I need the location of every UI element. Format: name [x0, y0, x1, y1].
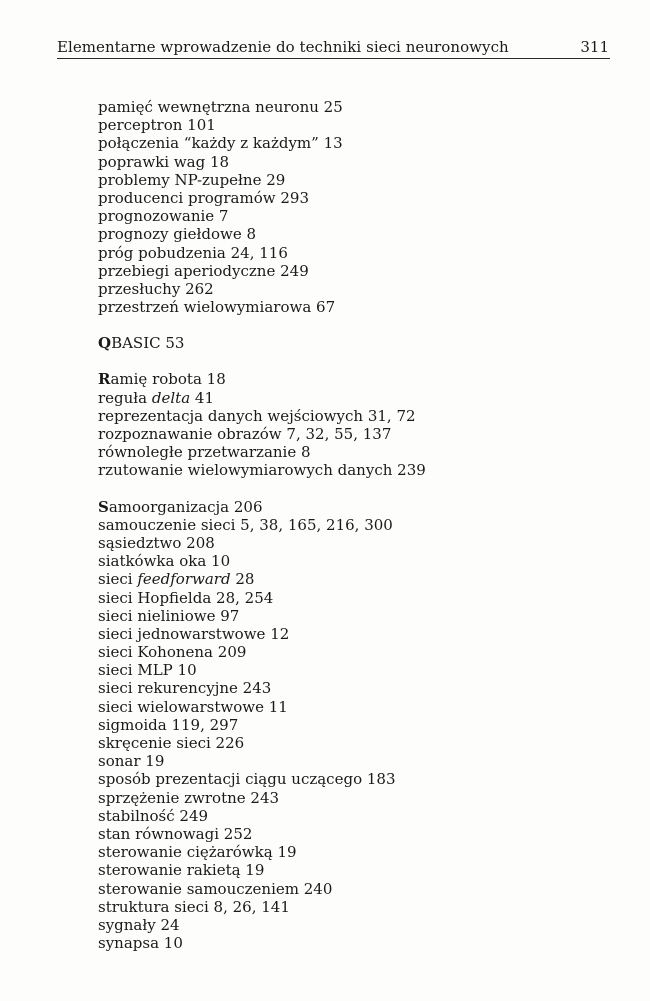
- index-entry-text: równoległe przetwarzanie 8: [98, 443, 311, 462]
- index-entry-text: sąsiedztwo 208: [98, 533, 215, 552]
- index-entry-text: sieci Hopfielda 28, 254: [98, 588, 274, 607]
- index-entry-text: sieci Kohonena 209: [98, 643, 247, 662]
- index-entry: [98, 98, 578, 116]
- index-entry-text: próg pobudzenia 24, 116: [98, 243, 288, 262]
- index-group: [98, 334, 578, 352]
- index-entry: [98, 189, 578, 207]
- index-entry: [98, 643, 578, 661]
- index-entry-text: sterowanie ciężarówką 19: [98, 843, 297, 862]
- index-entry: [98, 770, 578, 788]
- index-entry: [98, 843, 578, 861]
- running-head-title: Elementarne wprowadzenie do techniki sieci neuronowych: [57, 38, 509, 56]
- index-list: [98, 98, 578, 970]
- index-entry: [98, 661, 578, 679]
- index-entry-text: sieci rekurencyjne 243: [98, 679, 272, 698]
- index-entry: [98, 389, 578, 407]
- index-entry-text: sieci wielowarstwowe 11: [98, 697, 288, 716]
- index-entry: [98, 716, 578, 734]
- index-entry-text: stabilność 249: [98, 806, 209, 825]
- index-entry: [98, 171, 578, 189]
- index-entry: [98, 698, 578, 716]
- index-entry: [98, 225, 578, 243]
- index-entry-text: perceptron 101: [98, 116, 216, 135]
- index-entry-text: prognozy giełdowe 8: [98, 225, 257, 244]
- index-entry: [98, 207, 578, 225]
- index-entry: [98, 752, 578, 770]
- index-entry-text: poprawki wag 18: [98, 152, 230, 171]
- index-entry-prefix: reguła: [98, 388, 152, 407]
- index-entry: [98, 625, 578, 643]
- index-entry: [98, 552, 578, 570]
- index-entry-text: sprzężenie zwrotne 243: [98, 788, 280, 807]
- index-entry: [98, 916, 578, 934]
- index-entry: [98, 807, 578, 825]
- index-entry-text: stan równowagi 252: [98, 824, 253, 843]
- index-entry: [98, 262, 578, 280]
- index-entry-text: sterowanie rakietą 19: [98, 861, 265, 880]
- index-entry: [98, 789, 578, 807]
- index-entry: [98, 734, 578, 752]
- index-entry-text: sonar 19: [98, 752, 165, 771]
- index-entry-italic-term: delta: [151, 388, 191, 407]
- index-entry-text: synapsa 10: [98, 934, 183, 953]
- index-entry: [98, 934, 578, 952]
- index-entry: [98, 898, 578, 916]
- index-entry-text: pamięć wewnętrzna neuronu 25: [98, 98, 343, 116]
- index-entry: [98, 370, 578, 388]
- index-entry: [98, 861, 578, 879]
- index-group: [98, 498, 578, 953]
- index-entry-text: przebiegi aperiodyczne 249: [98, 261, 309, 280]
- index-entry-text: sieci nieliniowe 97: [98, 606, 240, 625]
- index-entry: [98, 589, 578, 607]
- index-entry-text: prognozowanie 7: [98, 207, 229, 226]
- index-entry-text: amię robota 18: [110, 370, 226, 389]
- index-entry-text: sposób prezentacji ciągu uczącego 183: [98, 770, 396, 789]
- index-entry-text: 28: [230, 570, 255, 589]
- index-entry-text: 41: [190, 388, 214, 407]
- index-entry-text: problemy NP-zupełne 29: [98, 170, 286, 189]
- index-entry-text: skręcenie sieci 226: [98, 734, 245, 752]
- index-entry-text: siatkówka oka 10: [98, 552, 231, 571]
- index-entry: [98, 425, 578, 443]
- index-entry: [98, 534, 578, 552]
- index-letter-lead: R: [98, 370, 111, 389]
- index-entry-text: reprezentacja danych wejściowych 31, 72: [98, 406, 416, 425]
- index-entry-prefix: sieci: [98, 570, 138, 589]
- index-entry-text: sieci MLP 10: [98, 661, 197, 680]
- index-entry-text: połączenia “każdy z każdym” 13: [98, 134, 343, 153]
- index-entry: [98, 153, 578, 171]
- index-letter-lead: Q: [98, 334, 112, 353]
- index-entry-text: sigmoida 119, 297: [98, 715, 239, 734]
- index-entry-text: samouczenie sieci 5, 38, 165, 216, 300: [98, 515, 393, 534]
- index-entry-text: sygnały 24: [98, 915, 180, 934]
- index-entry: [98, 570, 578, 588]
- index-entry: [98, 280, 578, 298]
- index-entry: [98, 607, 578, 625]
- index-entry-text: struktura sieci 8, 26, 141: [98, 897, 290, 916]
- index-entry-text: rzutowanie wielowymiarowych danych 239: [98, 461, 426, 480]
- index-entry-text: sterowanie samouczeniem 240: [98, 879, 333, 898]
- index-entry-italic-term: feedforward: [137, 570, 231, 589]
- index-entry: [98, 880, 578, 898]
- index-entry: [98, 116, 578, 134]
- index-entry: [98, 825, 578, 843]
- index-entry-text: rozpoznawanie obrazów 7, 32, 55, 137: [98, 425, 392, 443]
- index-letter-lead: S: [98, 497, 109, 516]
- page-number: 311: [580, 38, 609, 56]
- index-entry: [98, 134, 578, 152]
- index-entry: [98, 407, 578, 425]
- index-entry: [98, 334, 578, 352]
- index-entry: [98, 461, 578, 479]
- index-group: [98, 370, 578, 479]
- running-head: [57, 36, 610, 59]
- index-entry: [98, 516, 578, 534]
- index-entry: [98, 498, 578, 516]
- index-entry-text: amoorganizacja 206: [108, 497, 263, 516]
- index-entry-text: sieci jednowarstwowe 12: [98, 624, 290, 643]
- index-entry-text: przesłuchy 262: [98, 279, 214, 298]
- index-entry-text: BASIC 53: [111, 334, 185, 353]
- index-entry: [98, 298, 578, 316]
- index-entry: [98, 443, 578, 461]
- index-group: [98, 98, 578, 316]
- index-entry: [98, 679, 578, 697]
- index-entry: [98, 244, 578, 262]
- index-entry-text: producenci programów 293: [98, 188, 309, 207]
- index-entry-text: przestrzeń wielowymiarowa 67: [98, 298, 336, 317]
